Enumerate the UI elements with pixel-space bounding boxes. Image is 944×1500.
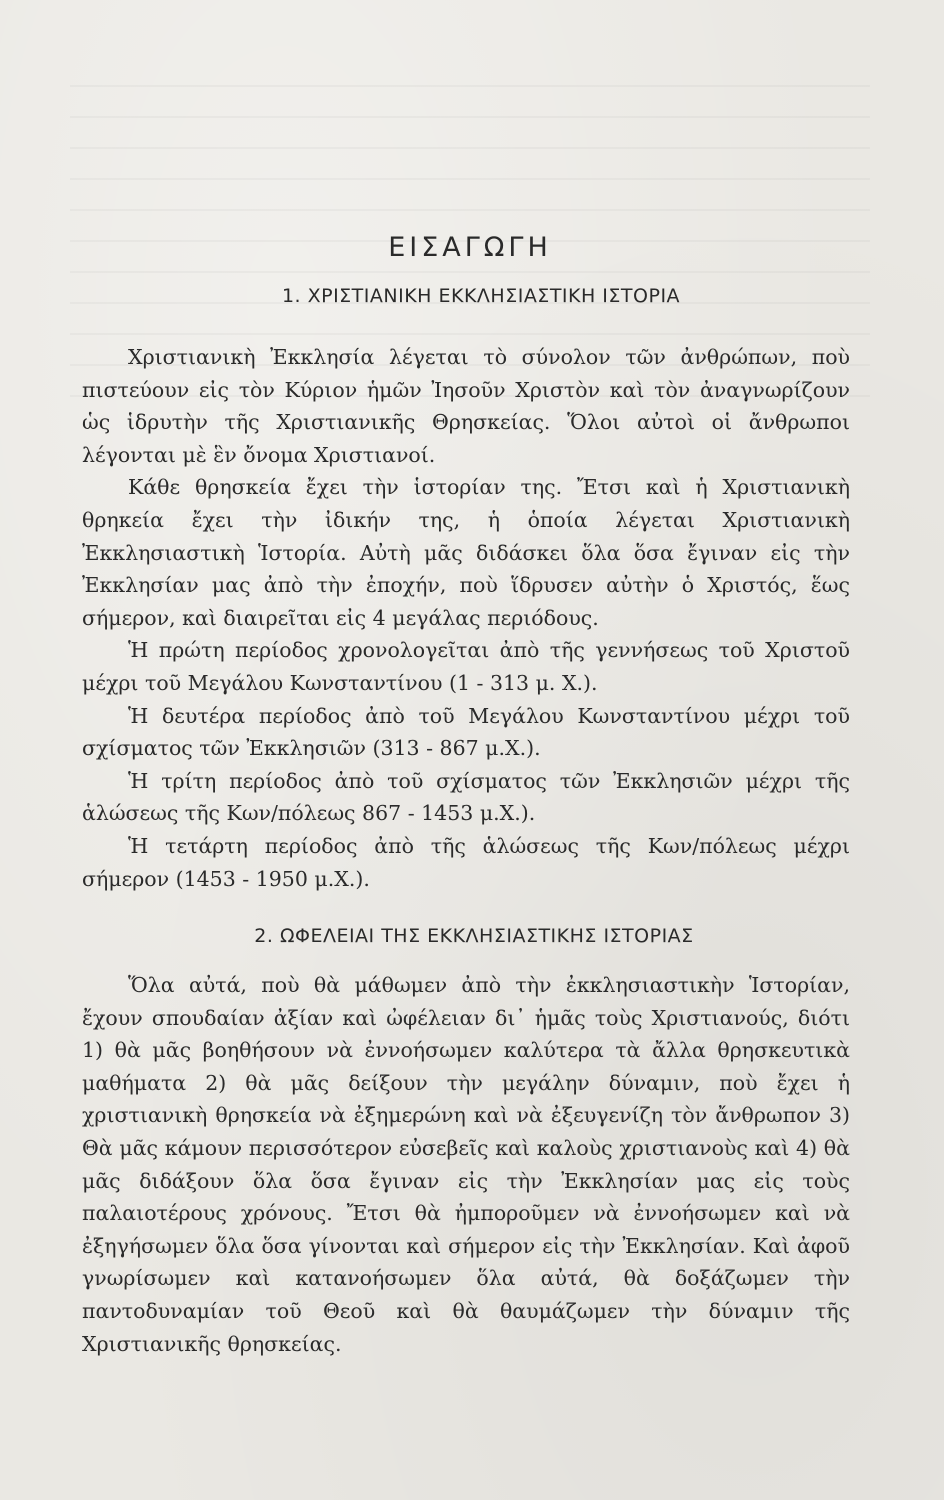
paragraph: Ἡ δευτέρα περίοδος ἀπὸ τοῦ Μεγάλου Κωνσταντίνου μέχρι τοῦ σχίσματος τῶν Ἐκκλησιῶν (313 - 867 μ.Χ.). bbox=[82, 703, 850, 761]
main-title: ΕΙΣΑΓΩΓΗ bbox=[388, 232, 552, 263]
document-body bbox=[82, 232, 850, 1360]
paragraph: Χριστιανικὴ Ἐκκλησία λέγεται τὸ σύνολον τῶν ἀνθρώπων, ποὺ πιστεύουν εἰς τὸν Κύριον ἡμῶν Ἰησοῦν Χριστὸν καὶ τὸν ἀναγνωρίζουν ὡς ἱδρυτὴν τῆς Χριστιανικῆς Θρησκείας. Ὅλοι αὐτοὶ οἱ ἄνθρωποι λέγονται μὲ ἓν ὄνομα Χριστιανοί. bbox=[82, 345, 850, 467]
paragraph: Ἡ τετάρτη περίοδος ἀπὸ τῆς ἁλώσεως τῆς Κων/πόλεως μέχρι σήμερον (1453 - 1950 μ.Χ.). bbox=[82, 833, 850, 891]
paragraph: Ἡ πρώτη περίοδος χρονολογεῖται ἀπὸ τῆς γεννήσεως τοῦ Χριστοῦ μέχρι τοῦ Μεγάλου Κωνσταντίνου (1 - 313 μ. Χ.). bbox=[82, 638, 850, 695]
section-heading-2: 2. ΩΦΕΛΕΙΑΙ ΤΗΣ ΕΚΚΛΗΣΙΑΣΤΙΚΗΣ ΙΣΤΟΡΙΑΣ bbox=[254, 925, 694, 948]
section-heading-1: 1. ΧΡΙΣΤΙΑΝΙΚΗ ΕΚΚΛΗΣΙΑΣΤΙΚΗ ΙΣΤΟΡΙΑ bbox=[281, 285, 681, 307]
paragraph: Ὅλα αὐτά, ποὺ θὰ μάθωμεν ἀπὸ τὴν ἐκκλησιαστικὴν Ἱστορίαν, ἔχουν σπουδαίαν ἀξίαν καὶ ὠφέλειαν δι᾿ ἡμᾶς τοὺς Χριστιανούς, διότι 1) θὰ μᾶς βοηθήσουν νὰ ἐννοήσωμεν καλύτερα τὰ ἄλλα θρησκευτικὰ μαθήματα 2) θὰ μᾶς δείξουν τὴν μεγάλην δύναμιν, ποὺ ἔχει ἡ χριστιανικὴ θρησκεία νὰ ἐξημερώνη καὶ νὰ ἐξευγενίζη τὸν ἄνθρωπον 3) Θὰ μᾶς κάμουν περισσότερον εὐσεβεῖς καὶ καλοὺς χριστιανοὺς καὶ 4) θὰ μᾶς διδάξουν ὅλα ὅσα ἔγιναν εἰς τὴν Ἐκκλησίαν μας εἰς τοὺς παλαιοτέρους χρόνους. Ἔτσι θὰ ἠμποροῦμεν νὰ ἐννοήσωμεν καὶ νὰ ἐξηγήσωμεν ὅλα ὅσα γίνονται καὶ σήμερον εἰς τὴν Ἐκκλησίαν. Καὶ ἀφοῦ γνωρίσωμεν καὶ κατανοήσωμεν ὅλα αὐτά, θὰ δοξάζωμεν τὴν παντοδυναμίαν τοῦ Θεοῦ καὶ θὰ θαυμάζωμεν τὴν δύναμιν τῆς Χριστιανικῆς θρησκείας. bbox=[82, 973, 850, 1356]
paragraph: Ἡ τρίτη περίοδος ἀπὸ τοῦ σχίσματος τῶν Ἐκκλησιῶν μέχρι τῆς ἁλώσεως τῆς Κων/πόλεως 867 - 1453 μ.Χ.). bbox=[82, 768, 850, 826]
paragraph: Κάθε θρησκεία ἔχει τὴν ἱστορίαν της. Ἔτσι καὶ ἡ Χριστιανικὴ θρηκεία ἔχει τὴν ἰδικήν της, ἡ ὁποία λέγεται Χριστιανικὴ Ἐκκλησιαστικὴ Ἱστορία. Αὐτὴ μᾶς διδάσκει ὅλα ὅσα ἔγιναν εἰς τὴν Ἐκκλησίαν μας ἀπὸ τὴν ἐποχήν, ποὺ ἵδρυσεν αὐτὴν ὁ Χριστός, ἕως σήμερον, καὶ διαιρεῖται εἰς 4 μεγάλας περιόδους. bbox=[82, 475, 850, 630]
